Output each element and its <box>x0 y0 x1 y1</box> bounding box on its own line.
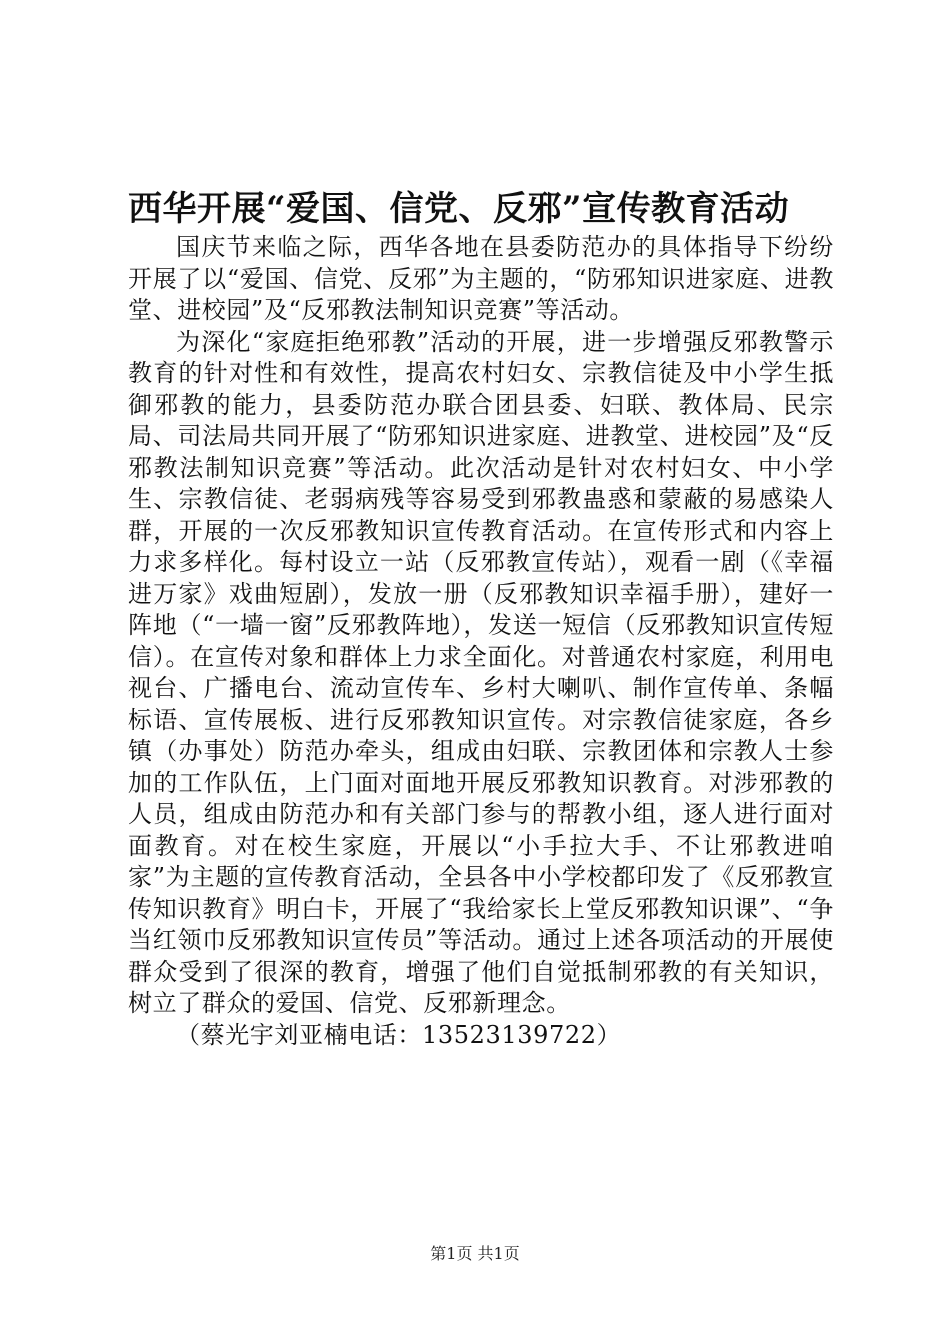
paragraph-main: 为深化“家庭拒绝邪教”活动的开展，进一步增强反邪教警示教育的针对性和有效性，提高农村妇女、宗教信徒及中小学生抵御邪教的能力，县委防范办联合团县委、妇联、教体局、民宗局、司法局共同开展了“防邪知识进家庭、进教堂、进校园”及“反邪教法制知识竞赛”等活动。此次活动是针对农村妇女、中小学生、宗教信徒、老弱病残等容易受到邪教蛊惑和蒙蔽的易感染人群，开展的一次反邪教知识宣传教育活动。在宣传形式和内容上力求多样化。每村设立一站（反邪教宣传站），观看一剧（《幸福进万家》戏曲短剧），发放一册（反邪教知识幸福手册），建好一阵地（“一墙一窗”反邪教阵地），发送一短信（反邪教知识宣传短信）。在宣传对象和群体上力求全面化。对普通农村家庭，利用电视台、广播电台、流动宣传车、乡村大喇叭、制作宣传单、条幅标语、宣传展板、进行反邪教知识宣传。对宗教信徒家庭，各乡镇（办事处）防范办牵头，组成由妇联、宗教团体和宗教人士参加的工作队伍，上门面对面地开展反邪教知识教育。对涉邪教的人员，组成由防范办和有关部门参与的帮教小组，逐人进行面对面教育。对在校生家庭，开展以“小手拉大手、不让邪教进咱家”为主题的宣传教育活动，全县各中小学校都印发了《反邪教宣传知识教育》明白卡，开展了“我给家长上堂反邪教知识课”、“争当红领巾反邪教知识宣传员”等活动。通过上述各项活动的开展使群众受到了很深的教育，增强了他们自觉抵制邪教的有关知识，树立了群众的爱国、信党、反邪新理念。 <box>128 327 834 1017</box>
paragraph-contact: （蔡光宇刘亚楠电话：13523139722） <box>176 1020 622 1049</box>
document-body <box>128 232 834 1051</box>
paragraph-intro: 国庆节来临之际，西华各地在县委防范办的具体指导下纷纷开展了以“爱国、信党、反邪”为主题的，“防邪知识进家庭、进教堂、进校园”及“反邪教法制知识竞赛”等活动。 <box>128 233 834 324</box>
page-number-footer: 第1页 共1页 <box>430 1244 520 1263</box>
document-title: 西华开展“爱国、信党、反邪”宣传教育活动 <box>128 189 790 229</box>
